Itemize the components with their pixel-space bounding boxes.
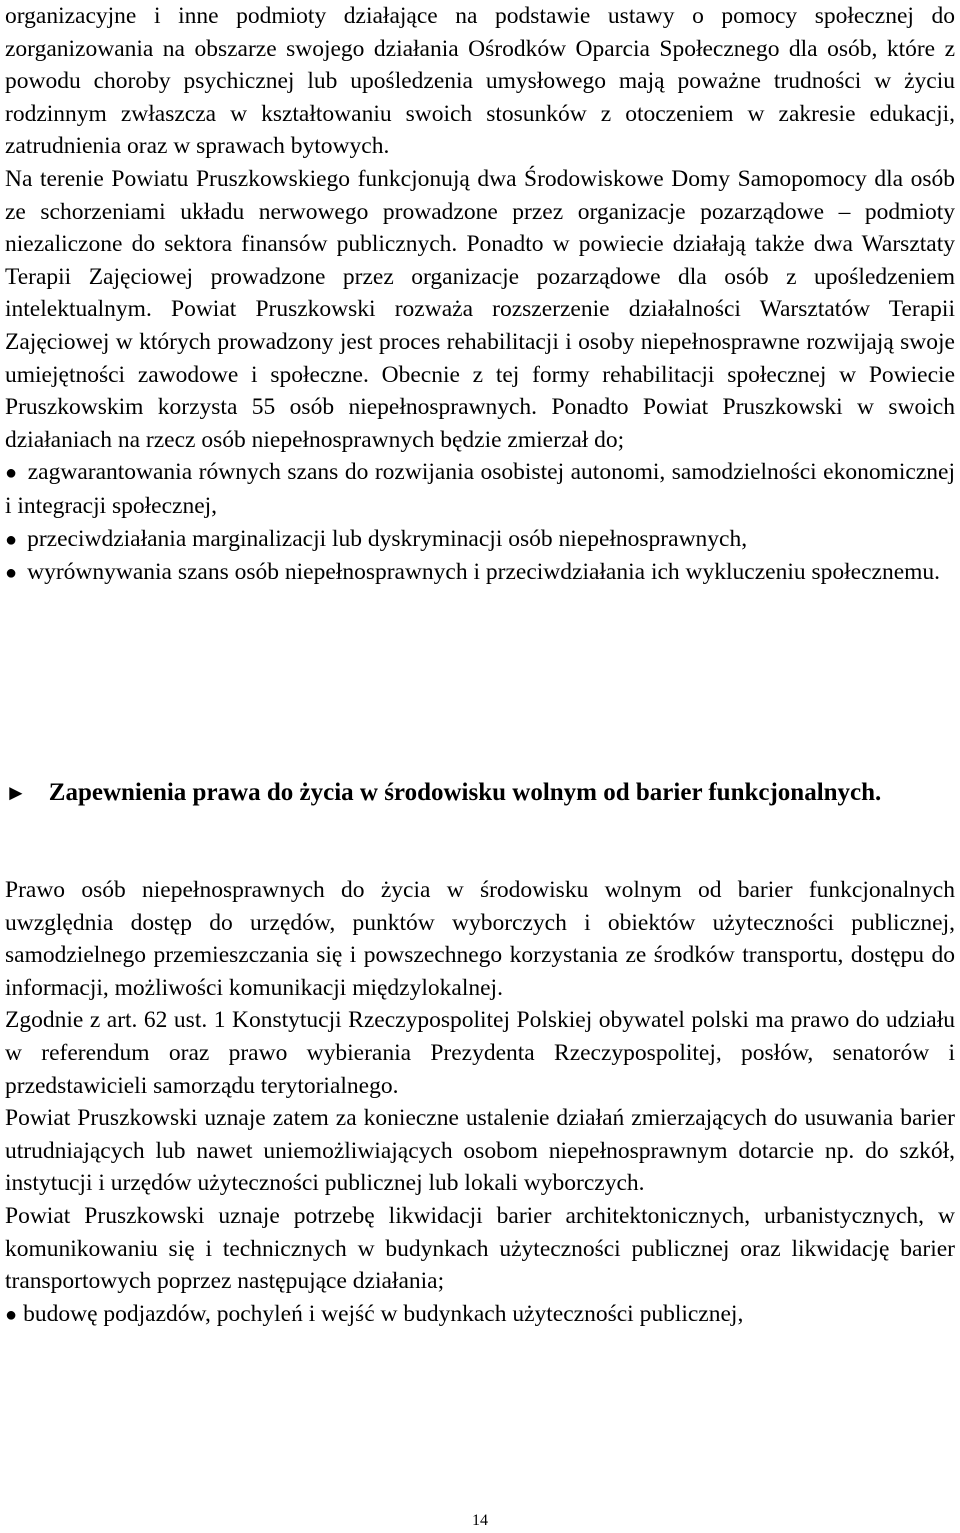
paragraph-usuwanie-barier: Powiat Pruszkowski uznaje zatem za konieczne ustalenie działań zmierzających do usuwania barier utrudniających lub nawet uniemożliwiających osobom niepełnosprawnym dotarcie np. do szkół, instytucji i urzędów użyteczności publicznej lub lokali wyborczych. <box>5 1105 955 1197</box>
bottom-text-block <box>5 874 955 1331</box>
bullet-item-wyrownywanie <box>5 556 955 590</box>
paragraph-prawo-osob: Prawo osób niepełnosprawnych do życia w środowisku wolnym od barier funkcjonalnych uwzględnia dostęp do urzędów, punktów wyborczych i obiektów użyteczności publicznej, samodzielnego przemieszczania się i powszechnego korzystania ze środków transportu, dostępu do informacji, możliwości komunikacji międzylokalnej. <box>5 877 955 1001</box>
bullet-item-podjazdy <box>5 1298 955 1332</box>
bullet-item-autonomia <box>5 456 955 522</box>
paragraph-likwidacja-barier: Powiat Pruszkowski uznaje potrzebę likwidacji barier architektonicznych, urbanistycznych, w komunikowaniu się i technicznych w budynkach użyteczności publicznej oraz likwidację barier transportowych poprzez następujące działania; <box>5 1202 955 1295</box>
bullet-icon: ● <box>5 528 18 551</box>
arrow-right-icon: ► <box>5 780 27 805</box>
paragraph-konstytucja: Zgodnie z art. 62 ust. 1 Konstytucji Rzeczypospolitej Polskiej obywatel polski ma prawo do udziału w referendum oraz prawo wybierania Prezydenta Rzeczypospolitej, posłów, senatorów i przedstawicieli samorządu terytorialnego. <box>5 1007 955 1099</box>
bullet-icon: ● <box>5 562 18 585</box>
bullet-text: wyrównywania szans osób niepełnosprawnych i przeciwdziałania ich wykluczeniu społecznemu. <box>27 559 941 586</box>
bullet-item-marginalizacja <box>5 523 955 557</box>
top-text-block <box>5 0 955 590</box>
page-number: 14 <box>472 1512 488 1529</box>
bullet-text: przeciwdziałania marginalizacji lub dyskryminacji osób niepełnosprawnych, <box>27 525 748 552</box>
bullet-text: budowę podjazdów, pochyleń i wejść w budynkach użyteczności publicznej, <box>23 1300 744 1327</box>
paragraph-oparcia: organizacyjne i inne podmioty działające na podstawie ustawy o pomocy społecznej do zorganizowania na obszarze swojego działania Ośrodków Oparcia Społecznego dla osób, które z powodu choroby psychicznej lub upośledzenia umysłowego mają poważne trudności w życiu rodzinnym zwłaszcza w kształtowaniu swoich stosunków z otoczeniem w zakresie edukacji, zatrudnienia oraz w sprawach bytowych. <box>5 3 955 160</box>
paragraph-srodowiskowe-domy: Na terenie Powiatu Pruszkowskiego funkcjonują dwa Środowiskowe Domy Samopomocy dla osób ze schorzeniami układu nerwowego prowadzone przez organizacje pozarządowe – podmioty niezaliczone do sektora finansów publicznych. Ponadto w powiecie działają także dwa Warsztaty Terapii Zajęciowej prowadzone przez organizacje pozarządowe dla osób z upośledzeniem intelektualnym. Powiat Pruszkowski rozważa rozszerzenie działalności Warsztatów Terapii Zajęciowej w których prowadzony jest proces rehabilitacji i osoby niepełnosprawne rozwijają swoje umiejętności zawodowe i społeczne. Obecnie z tej formy rehabilitacji społecznej w Powiecie Pruszkowskim korzysta 55 osób niepełnosprawnych. Ponadto Powiat Pruszkowski w swoich działaniach na rzecz osób niepełnosprawnych będzie zmierzał do; <box>5 165 955 453</box>
section-heading-text: Zapewnienia prawa do życia w środowisku wolnym od barier funkcjonalnych. <box>48 779 882 806</box>
section-heading <box>5 777 955 810</box>
bullet-icon: ● <box>5 1303 18 1326</box>
bullet-icon: ● <box>5 462 18 485</box>
bullet-text: zagwarantowania równych szans do rozwijania osobistej autonomi, samodzielności ekonomicznej i integracji społecznej, <box>5 459 955 519</box>
